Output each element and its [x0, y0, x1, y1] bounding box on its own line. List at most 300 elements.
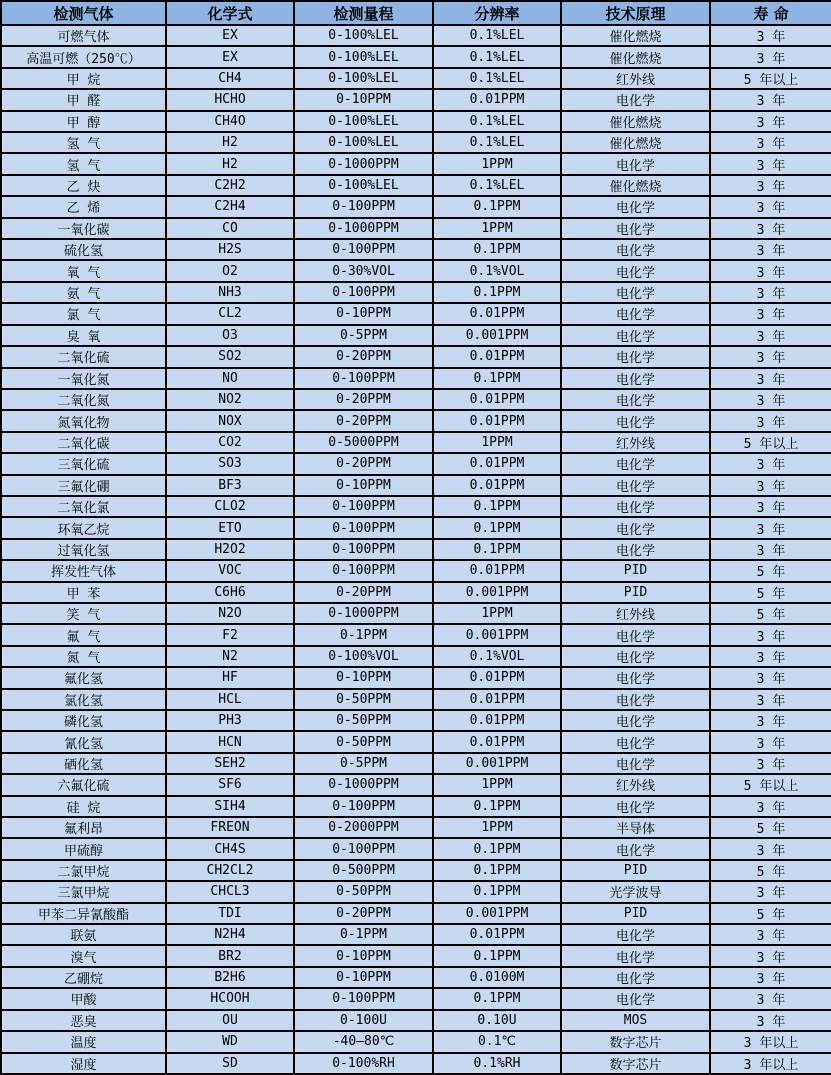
cell-lifespan: 3 年 — [710, 731, 831, 752]
table-row — [1, 475, 831, 496]
cell-detection-range: 0-1000PPM — [294, 153, 433, 174]
cell-gas-name: 高温可燃（250℃） — [1, 46, 166, 67]
cell-chemical-formula: O2 — [166, 260, 294, 281]
cell-gas-name: 甲 苯 — [1, 582, 166, 603]
cell-chemical-formula: CH2CL2 — [166, 860, 294, 881]
cell-detection-range: 0-50PPM — [294, 689, 433, 710]
cell-chemical-formula: N2 — [166, 646, 294, 667]
table-row — [1, 46, 831, 67]
cell-detection-range: 0-100PPM — [294, 239, 433, 260]
cell-resolution: 0.1PPM — [433, 282, 561, 303]
cell-technical-principle: 催化燃烧 — [561, 46, 710, 67]
table-row — [1, 432, 831, 453]
cell-resolution: 0.01PPM — [433, 667, 561, 688]
cell-technical-principle: 电化学 — [561, 539, 710, 560]
cell-detection-range: 0-100PPM — [294, 539, 433, 560]
cell-chemical-formula: HCOOH — [166, 988, 294, 1009]
cell-gas-name: 氰化氢 — [1, 731, 166, 752]
cell-technical-principle: 电化学 — [561, 260, 710, 281]
cell-technical-principle: PID — [561, 903, 710, 924]
cell-resolution: 0.01PPM — [433, 710, 561, 731]
cell-gas-name: 环氧乙烷 — [1, 517, 166, 538]
table-row — [1, 881, 831, 902]
table-row — [1, 260, 831, 281]
cell-resolution: 0.1PPM — [433, 881, 561, 902]
cell-resolution: 0.1%LEL — [433, 132, 561, 153]
cell-lifespan: 3 年 — [710, 303, 831, 324]
cell-technical-principle: PID — [561, 582, 710, 603]
cell-gas-name: 氯 气 — [1, 303, 166, 324]
cell-gas-name: 乙硼烷 — [1, 967, 166, 988]
cell-technical-principle: 电化学 — [561, 496, 710, 517]
cell-detection-range: 0-20PPM — [294, 346, 433, 367]
cell-technical-principle: 红外线 — [561, 774, 710, 795]
table-row — [1, 624, 831, 645]
table-row — [1, 89, 831, 110]
column-header-formula: 化学式 — [166, 1, 294, 25]
cell-lifespan: 3 年 — [710, 967, 831, 988]
cell-lifespan: 5 年 — [710, 817, 831, 838]
cell-detection-range: 0-1000PPM — [294, 774, 433, 795]
cell-detection-range: 0-1PPM — [294, 924, 433, 945]
cell-detection-range: 0-100%LEL — [294, 25, 433, 46]
cell-gas-name: 臭 氧 — [1, 325, 166, 346]
cell-lifespan: 5 年 — [710, 560, 831, 581]
table-body — [1, 25, 831, 1074]
cell-resolution: 0.01PPM — [433, 346, 561, 367]
cell-chemical-formula: EX — [166, 25, 294, 46]
cell-detection-range: 0-50PPM — [294, 881, 433, 902]
cell-lifespan: 3 年 — [710, 475, 831, 496]
cell-resolution: 0.1PPM — [433, 496, 561, 517]
cell-detection-range: 0-10PPM — [294, 89, 433, 110]
cell-lifespan: 3 年 — [710, 496, 831, 517]
cell-gas-name: 二氧化氮 — [1, 389, 166, 410]
cell-lifespan: 3 年 — [710, 410, 831, 431]
cell-gas-name: 二氧化碳 — [1, 432, 166, 453]
cell-chemical-formula: H2O2 — [166, 539, 294, 560]
cell-resolution: 0.1℃ — [433, 1031, 561, 1052]
cell-resolution: 0.1PPM — [433, 988, 561, 1009]
table-row — [1, 389, 831, 410]
column-header-range: 检测量程 — [294, 1, 433, 25]
cell-detection-range: 0-100PPM — [294, 796, 433, 817]
cell-detection-range: 0-100%LEL — [294, 68, 433, 89]
cell-gas-name: 氢 气 — [1, 132, 166, 153]
cell-resolution: 0.1%VOL — [433, 260, 561, 281]
table-row — [1, 282, 831, 303]
cell-detection-range: 0-100PPM — [294, 517, 433, 538]
cell-chemical-formula: WD — [166, 1031, 294, 1052]
table-row — [1, 689, 831, 710]
column-header-resolution: 分辨率 — [433, 1, 561, 25]
cell-detection-range: 0-20PPM — [294, 582, 433, 603]
table-row — [1, 325, 831, 346]
cell-gas-name: 硅 烷 — [1, 796, 166, 817]
cell-lifespan: 3 年 — [710, 924, 831, 945]
cell-gas-name: 一氧化碳 — [1, 218, 166, 239]
column-header-life: 寿 命 — [710, 1, 831, 25]
cell-detection-range: 0-50PPM — [294, 710, 433, 731]
cell-gas-name: 硫化氢 — [1, 239, 166, 260]
cell-gas-name: 甲 醇 — [1, 111, 166, 132]
cell-technical-principle: 催化燃烧 — [561, 132, 710, 153]
cell-chemical-formula: CL2 — [166, 303, 294, 324]
table-row — [1, 1053, 831, 1075]
cell-detection-range: 0-100PPM — [294, 560, 433, 581]
cell-detection-range: 0-5PPM — [294, 325, 433, 346]
cell-lifespan: 3 年 — [710, 196, 831, 217]
cell-resolution: 0.1PPM — [433, 239, 561, 260]
cell-detection-range: 0-100U — [294, 1010, 433, 1031]
cell-technical-principle: 电化学 — [561, 410, 710, 431]
cell-chemical-formula: OU — [166, 1010, 294, 1031]
cell-chemical-formula: NO2 — [166, 389, 294, 410]
cell-resolution: 0.1%RH — [433, 1053, 561, 1075]
cell-technical-principle: 电化学 — [561, 517, 710, 538]
table-row — [1, 710, 831, 731]
cell-technical-principle: 电化学 — [561, 303, 710, 324]
cell-gas-name: 联氨 — [1, 924, 166, 945]
cell-technical-principle: 电化学 — [561, 389, 710, 410]
cell-technical-principle: 催化燃烧 — [561, 175, 710, 196]
table-row — [1, 410, 831, 431]
cell-resolution: 0.10U — [433, 1010, 561, 1031]
cell-resolution: 0.01PPM — [433, 924, 561, 945]
cell-lifespan: 3 年 — [710, 132, 831, 153]
cell-chemical-formula: O3 — [166, 325, 294, 346]
cell-lifespan: 3 年以上 — [710, 1053, 831, 1075]
cell-lifespan: 3 年以上 — [710, 1031, 831, 1052]
cell-chemical-formula: N2O — [166, 603, 294, 624]
cell-gas-name: 氟 气 — [1, 624, 166, 645]
cell-resolution: 0.0100M — [433, 967, 561, 988]
cell-lifespan: 3 年 — [710, 539, 831, 560]
cell-gas-name: 可燃气体 — [1, 25, 166, 46]
cell-technical-principle: 催化燃烧 — [561, 111, 710, 132]
table-row — [1, 774, 831, 795]
cell-chemical-formula: CO2 — [166, 432, 294, 453]
table-row — [1, 368, 831, 389]
cell-lifespan: 3 年 — [710, 111, 831, 132]
table-row — [1, 796, 831, 817]
cell-chemical-formula: CH4S — [166, 838, 294, 859]
cell-technical-principle: 红外线 — [561, 603, 710, 624]
cell-gas-name: 甲 醛 — [1, 89, 166, 110]
cell-lifespan: 3 年 — [710, 945, 831, 966]
cell-technical-principle: 电化学 — [561, 368, 710, 389]
table-header — [1, 1, 831, 25]
table-row — [1, 111, 831, 132]
cell-lifespan: 5 年 — [710, 903, 831, 924]
cell-resolution: 0.1%VOL — [433, 646, 561, 667]
cell-detection-range: 0-20PPM — [294, 453, 433, 474]
cell-lifespan: 5 年以上 — [710, 68, 831, 89]
cell-chemical-formula: N2H4 — [166, 924, 294, 945]
cell-chemical-formula: ETO — [166, 517, 294, 538]
cell-lifespan: 3 年 — [710, 517, 831, 538]
cell-technical-principle: 电化学 — [561, 325, 710, 346]
cell-technical-principle: 数字芯片 — [561, 1053, 710, 1075]
table-row — [1, 1010, 831, 1031]
cell-chemical-formula: H2S — [166, 239, 294, 260]
cell-technical-principle: 电化学 — [561, 453, 710, 474]
cell-detection-range: 0-10PPM — [294, 303, 433, 324]
cell-chemical-formula: F2 — [166, 624, 294, 645]
cell-gas-name: 氨 气 — [1, 282, 166, 303]
cell-chemical-formula: NH3 — [166, 282, 294, 303]
table-row — [1, 517, 831, 538]
cell-resolution: 0.001PPM — [433, 624, 561, 645]
table-row — [1, 646, 831, 667]
cell-chemical-formula: SO2 — [166, 346, 294, 367]
cell-lifespan: 3 年 — [710, 646, 831, 667]
cell-lifespan: 3 年 — [710, 282, 831, 303]
table-row — [1, 945, 831, 966]
cell-gas-name: 氧 气 — [1, 260, 166, 281]
cell-resolution: 0.1PPM — [433, 517, 561, 538]
cell-resolution: 0.01PPM — [433, 731, 561, 752]
cell-resolution: 0.01PPM — [433, 560, 561, 581]
cell-lifespan: 5 年 — [710, 603, 831, 624]
cell-resolution: 0.1PPM — [433, 860, 561, 881]
table-row — [1, 346, 831, 367]
cell-detection-range: 0-100%RH — [294, 1053, 433, 1075]
cell-detection-range: 0-30%VOL — [294, 260, 433, 281]
cell-technical-principle: PID — [561, 560, 710, 581]
cell-detection-range: 0-100PPM — [294, 988, 433, 1009]
cell-detection-range: 0-10PPM — [294, 667, 433, 688]
cell-detection-range: 0-100%LEL — [294, 175, 433, 196]
table-row — [1, 924, 831, 945]
cell-resolution: 0.01PPM — [433, 689, 561, 710]
cell-detection-range: 0-100PPM — [294, 196, 433, 217]
cell-detection-range: 0-20PPM — [294, 903, 433, 924]
cell-technical-principle: 电化学 — [561, 196, 710, 217]
table-row — [1, 153, 831, 174]
cell-chemical-formula: SF6 — [166, 774, 294, 795]
column-header-gas: 检测气体 — [1, 1, 166, 25]
table-row — [1, 539, 831, 560]
cell-chemical-formula: HF — [166, 667, 294, 688]
cell-resolution: 0.01PPM — [433, 410, 561, 431]
cell-lifespan: 3 年 — [710, 710, 831, 731]
cell-lifespan: 3 年 — [710, 389, 831, 410]
cell-gas-name: 一氧化氮 — [1, 368, 166, 389]
cell-gas-name: 甲硫醇 — [1, 838, 166, 859]
table-row — [1, 603, 831, 624]
cell-technical-principle: PID — [561, 860, 710, 881]
cell-gas-name: 氮氧化物 — [1, 410, 166, 431]
cell-technical-principle: 电化学 — [561, 924, 710, 945]
cell-technical-principle: 电化学 — [561, 624, 710, 645]
cell-gas-name: 氟利昂 — [1, 817, 166, 838]
cell-chemical-formula: TDI — [166, 903, 294, 924]
cell-chemical-formula: HCN — [166, 731, 294, 752]
cell-technical-principle: 电化学 — [561, 838, 710, 859]
cell-lifespan: 3 年 — [710, 325, 831, 346]
cell-detection-range: 0-1000PPM — [294, 218, 433, 239]
cell-chemical-formula: H2 — [166, 132, 294, 153]
table-row — [1, 988, 831, 1009]
cell-lifespan: 3 年 — [710, 218, 831, 239]
cell-technical-principle: 电化学 — [561, 689, 710, 710]
cell-chemical-formula: SIH4 — [166, 796, 294, 817]
cell-lifespan: 3 年 — [710, 239, 831, 260]
cell-resolution: 1PPM — [433, 817, 561, 838]
cell-detection-range: 0-20PPM — [294, 410, 433, 431]
cell-detection-range: 0-100%LEL — [294, 132, 433, 153]
cell-resolution: 0.01PPM — [433, 89, 561, 110]
cell-chemical-formula: CLO2 — [166, 496, 294, 517]
table-row — [1, 175, 831, 196]
table-row — [1, 560, 831, 581]
cell-technical-principle: 光学波导 — [561, 881, 710, 902]
cell-resolution: 0.1%LEL — [433, 111, 561, 132]
table-row — [1, 817, 831, 838]
cell-gas-name: 三氟化硼 — [1, 475, 166, 496]
cell-detection-range: 0-2000PPM — [294, 817, 433, 838]
cell-technical-principle: 电化学 — [561, 475, 710, 496]
cell-chemical-formula: CO — [166, 218, 294, 239]
cell-technical-principle: 电化学 — [561, 646, 710, 667]
column-header-principle: 技术原理 — [561, 1, 710, 25]
table-row — [1, 582, 831, 603]
cell-technical-principle: 电化学 — [561, 988, 710, 1009]
cell-gas-name: 乙 炔 — [1, 175, 166, 196]
cell-detection-range: 0-100%LEL — [294, 111, 433, 132]
cell-lifespan: 3 年 — [710, 368, 831, 389]
cell-gas-name: 过氧化氢 — [1, 539, 166, 560]
cell-lifespan: 3 年 — [710, 753, 831, 774]
cell-technical-principle: MOS — [561, 1010, 710, 1031]
table-row — [1, 731, 831, 752]
cell-resolution: 0.1%LEL — [433, 46, 561, 67]
cell-gas-name: 三氯甲烷 — [1, 881, 166, 902]
cell-gas-name: 氟化氢 — [1, 667, 166, 688]
cell-gas-name: 六氟化硫 — [1, 774, 166, 795]
cell-lifespan: 3 年 — [710, 25, 831, 46]
table-row — [1, 218, 831, 239]
cell-resolution: 1PPM — [433, 432, 561, 453]
cell-resolution: 0.01PPM — [433, 475, 561, 496]
cell-gas-name: 乙 烯 — [1, 196, 166, 217]
cell-gas-name: 笑 气 — [1, 603, 166, 624]
cell-resolution: 0.001PPM — [433, 903, 561, 924]
cell-gas-name: 二氧化硫 — [1, 346, 166, 367]
cell-technical-principle: 电化学 — [561, 153, 710, 174]
cell-gas-name: 甲酸 — [1, 988, 166, 1009]
cell-resolution: 0.01PPM — [433, 389, 561, 410]
cell-gas-name: 二氯甲烷 — [1, 860, 166, 881]
cell-gas-name: 硒化氢 — [1, 753, 166, 774]
cell-resolution: 0.1%LEL — [433, 25, 561, 46]
cell-resolution: 1PPM — [433, 218, 561, 239]
cell-gas-name: 磷化氢 — [1, 710, 166, 731]
cell-chemical-formula: B2H6 — [166, 967, 294, 988]
cell-detection-range: 0-10PPM — [294, 945, 433, 966]
cell-gas-name: 挥发性气体 — [1, 560, 166, 581]
table-row — [1, 838, 831, 859]
table-row — [1, 1031, 831, 1052]
cell-technical-principle: 电化学 — [561, 346, 710, 367]
table-row — [1, 453, 831, 474]
table-row — [1, 967, 831, 988]
cell-lifespan: 3 年 — [710, 838, 831, 859]
cell-resolution: 0.01PPM — [433, 303, 561, 324]
cell-resolution: 0.1PPM — [433, 796, 561, 817]
cell-chemical-formula: SO3 — [166, 453, 294, 474]
cell-chemical-formula: C6H6 — [166, 582, 294, 603]
cell-lifespan: 3 年 — [710, 796, 831, 817]
cell-lifespan: 3 年 — [710, 453, 831, 474]
cell-chemical-formula: EX — [166, 46, 294, 67]
cell-lifespan: 3 年 — [710, 46, 831, 67]
cell-chemical-formula: PH3 — [166, 710, 294, 731]
table-row — [1, 903, 831, 924]
cell-technical-principle: 电化学 — [561, 89, 710, 110]
table-row — [1, 25, 831, 46]
cell-lifespan: 3 年 — [710, 346, 831, 367]
cell-detection-range: 0-100%LEL — [294, 46, 433, 67]
cell-resolution: 1PPM — [433, 774, 561, 795]
cell-resolution: 0.001PPM — [433, 753, 561, 774]
cell-gas-name: 甲苯二异氰酸酯 — [1, 903, 166, 924]
cell-resolution: 0.1PPM — [433, 368, 561, 389]
cell-resolution: 0.1%LEL — [433, 175, 561, 196]
cell-detection-range: 0-5PPM — [294, 753, 433, 774]
cell-detection-range: 0-1PPM — [294, 624, 433, 645]
cell-lifespan: 3 年 — [710, 667, 831, 688]
table-row — [1, 239, 831, 260]
cell-gas-name: 氮 气 — [1, 646, 166, 667]
cell-gas-name: 温度 — [1, 1031, 166, 1052]
cell-lifespan: 3 年 — [710, 1010, 831, 1031]
cell-chemical-formula: NO — [166, 368, 294, 389]
cell-detection-range: 0-50PPM — [294, 731, 433, 752]
cell-resolution: 0.1PPM — [433, 539, 561, 560]
cell-technical-principle: 电化学 — [561, 218, 710, 239]
cell-gas-name: 三氧化硫 — [1, 453, 166, 474]
cell-lifespan: 3 年 — [710, 689, 831, 710]
table-row — [1, 667, 831, 688]
cell-chemical-formula: BR2 — [166, 945, 294, 966]
cell-detection-range: 0-5000PPM — [294, 432, 433, 453]
cell-resolution: 0.1PPM — [433, 838, 561, 859]
table-row — [1, 860, 831, 881]
cell-gas-name: 甲 烷 — [1, 68, 166, 89]
cell-chemical-formula: HCL — [166, 689, 294, 710]
cell-detection-range: 0-100PPM — [294, 496, 433, 517]
cell-chemical-formula: C2H2 — [166, 175, 294, 196]
cell-chemical-formula: BF3 — [166, 475, 294, 496]
cell-detection-range: 0-100%VOL — [294, 646, 433, 667]
cell-resolution: 0.1PPM — [433, 196, 561, 217]
cell-technical-principle: 电化学 — [561, 945, 710, 966]
cell-chemical-formula: CH4 — [166, 68, 294, 89]
cell-technical-principle: 半导体 — [561, 817, 710, 838]
cell-resolution: 1PPM — [433, 603, 561, 624]
cell-resolution: 1PPM — [433, 153, 561, 174]
cell-chemical-formula: H2 — [166, 153, 294, 174]
cell-technical-principle: 电化学 — [561, 710, 710, 731]
cell-gas-name: 二氧化氯 — [1, 496, 166, 517]
cell-detection-range: 0-1000PPM — [294, 603, 433, 624]
cell-chemical-formula: VOC — [166, 560, 294, 581]
cell-chemical-formula: SD — [166, 1053, 294, 1075]
cell-gas-name: 恶臭 — [1, 1010, 166, 1031]
cell-gas-name: 氯化氢 — [1, 689, 166, 710]
